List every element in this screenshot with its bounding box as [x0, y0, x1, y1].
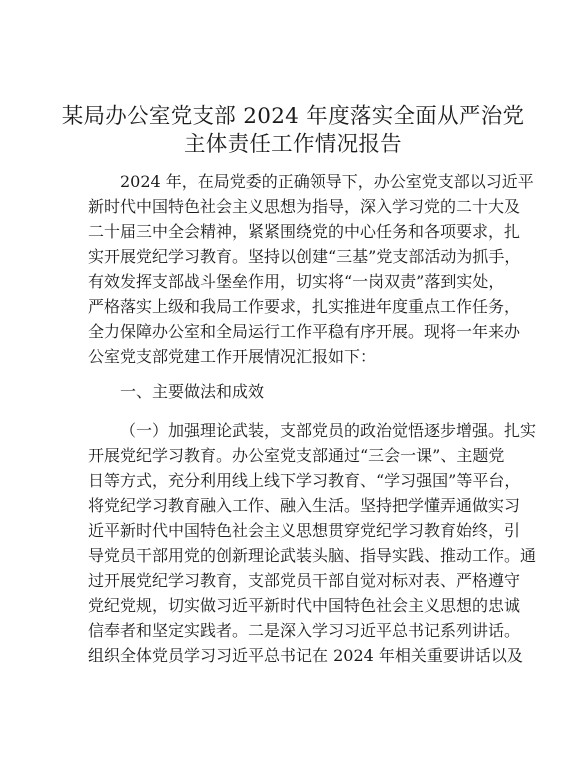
intro-paragraph-line: 严格落实上级和我局工作要求，扎实推进年度重点工作任务， [88, 297, 521, 316]
body-paragraph-line: （一）加强理论武装，支部党员的政治觉悟逐步增强。扎实 [120, 421, 537, 440]
body-paragraph-line: 组织全体党员学习习近平总书记在 2024 年相关重要讲话以及 [88, 646, 523, 665]
body-paragraph-line: 开展党纪学习教育。办公室党支部通过“三会一课”、主题党 [88, 446, 505, 465]
section-heading: 一、主要做法和成效 [120, 382, 265, 401]
body-paragraph-line: 信奉者和坚定实践者。二是深入学习习近平总书记系列讲话。 [88, 621, 521, 640]
intro-paragraph-line: 实开展党纪学习教育。坚持以创建“三基”党支部活动为抓手， [88, 247, 521, 266]
intro-paragraph-line: 新时代中国特色社会主义思想为指导，深入学习党的二十大及 [88, 197, 521, 216]
body-paragraph-line: 党纪党规，切实做习近平新时代中国特色社会主义思想的忠诚 [88, 596, 521, 615]
body-paragraph-line: 近平新时代中国特色社会主义思想贯穿党纪学习教育始终，引 [88, 521, 521, 540]
document-title-line-1: 某局办公室党支部 2024 年度落实全面从严治党 [61, 104, 525, 129]
intro-paragraph-line: 全力保障办公室和全局运行工作平稳有序开展。现将一年来办 [88, 322, 521, 341]
body-paragraph-line: 日等方式，充分利用线上线下学习教育、“学习强国”等平台， [88, 471, 521, 490]
body-paragraph-line: 将党纪学习教育融入工作、融入生活。坚持把学懂弄通做实习 [88, 496, 521, 515]
body-paragraph-line: 过开展党纪学习教育，支部党员干部自觉对标对表、严格遵守 [88, 571, 521, 590]
intro-paragraph-line: 2024 年，在局党委的正确领导下，办公室党支部以习近平 [120, 172, 534, 191]
intro-paragraph-line: 有效发挥支部战斗堡垒作用，切实将“一岗双责”落到实处， [88, 272, 505, 291]
intro-paragraph-line: 公室党支部党建工作开展情况汇报如下： [88, 347, 377, 366]
intro-paragraph-line: 二十届三中全会精神，紧紧围绕党的中心任务和各项要求，扎 [88, 222, 521, 241]
body-paragraph-line: 导党员干部用党的创新理论武装头脑、指导实践、推动工作。通 [88, 546, 537, 565]
document-title-line-2: 主体责任工作情况报告 [183, 132, 402, 157]
